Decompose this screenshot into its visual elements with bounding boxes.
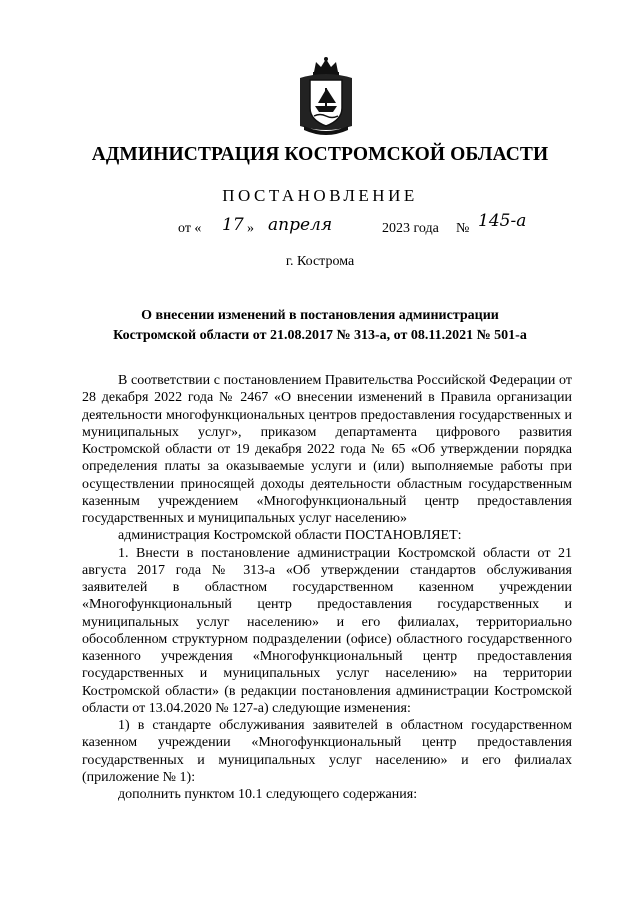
- doc-type: ПОСТАНОВЛЕНИЕ: [222, 186, 418, 205]
- coat-of-arms-icon: [294, 56, 358, 138]
- date-close-quote: »: [247, 221, 254, 236]
- paragraph-addition: дополнить пунктом 10.1 следующего содержания:: [118, 787, 418, 802]
- date-day-handwritten: 17: [222, 215, 244, 235]
- document-body: [82, 372, 572, 803]
- paragraph-preamble: В соответствии с постановлением Правительства Российской Федерации от 28 декабря 2022 года № 2467 «О внесении изменений в Правила организации деятельности многофункциональных центров предоставления государственных и муниципальных услуг», приказом департамента цифрового развития Костромской области от 19 декабря 2022 года № 65 «Об утверждении порядка определения платы за оказываемые услуги и (или) выполняемые работы при осуществлении приносящей доходы деятельности областным государственным казенным учреждением «Многофункциональный центр предоставления государственных и муниципальных услуг населению»: [82, 373, 572, 526]
- date-prefix: от «: [178, 221, 202, 236]
- doc-heading: [0, 306, 640, 346]
- paragraph-subitem-1: 1) в стандарте обслуживания заявителей в областном государственном казенном учреждении «Многофункциональный центр предоставления государственных и муниципальных услуг населению» и его филиалах (приложение № 1):: [82, 718, 572, 785]
- number-sign: №: [456, 221, 470, 236]
- date-month-handwritten: апреля: [268, 215, 333, 235]
- doc-heading-line: О внесении изменений в постановления администрации: [141, 308, 499, 323]
- doc-heading-line: Костромской области от 21.08.2017 № 313-а, от 08.11.2021 № 501-а: [113, 328, 527, 343]
- date-year: 2023 года: [382, 221, 439, 236]
- city: г. Кострома: [285, 254, 355, 269]
- org-title: АДМИНИСТРАЦИЯ КОСТРОМСКОЙ ОБЛАСТИ: [91, 144, 549, 165]
- date-line: [0, 211, 640, 245]
- paragraph-item-1: 1. Внести в постановление администрации Костромской области от 21 августа 2017 года № 313-а «Об утверждении стандартов обслуживания заявителей в областном государственном казенном учреждении «Многофункциональный центр предоставления государственных и муниципальных услуг населению» и его филиалах, территориально обособленном структурном подразделении (офисе) областного государственного казенного учреждения «Многофункциональный центр предоставления государственных и муниципальных услуг населению» на территории Костромской области» (в редакции постановления администрации Костромской области от 13.04.2020 № 127-а) следующие изменения:: [82, 545, 572, 716]
- paragraph-resolves: администрация Костромской области ПОСТАНОВЛЯЕТ:: [118, 528, 462, 544]
- doc-number-handwritten: 145-а: [478, 211, 527, 231]
